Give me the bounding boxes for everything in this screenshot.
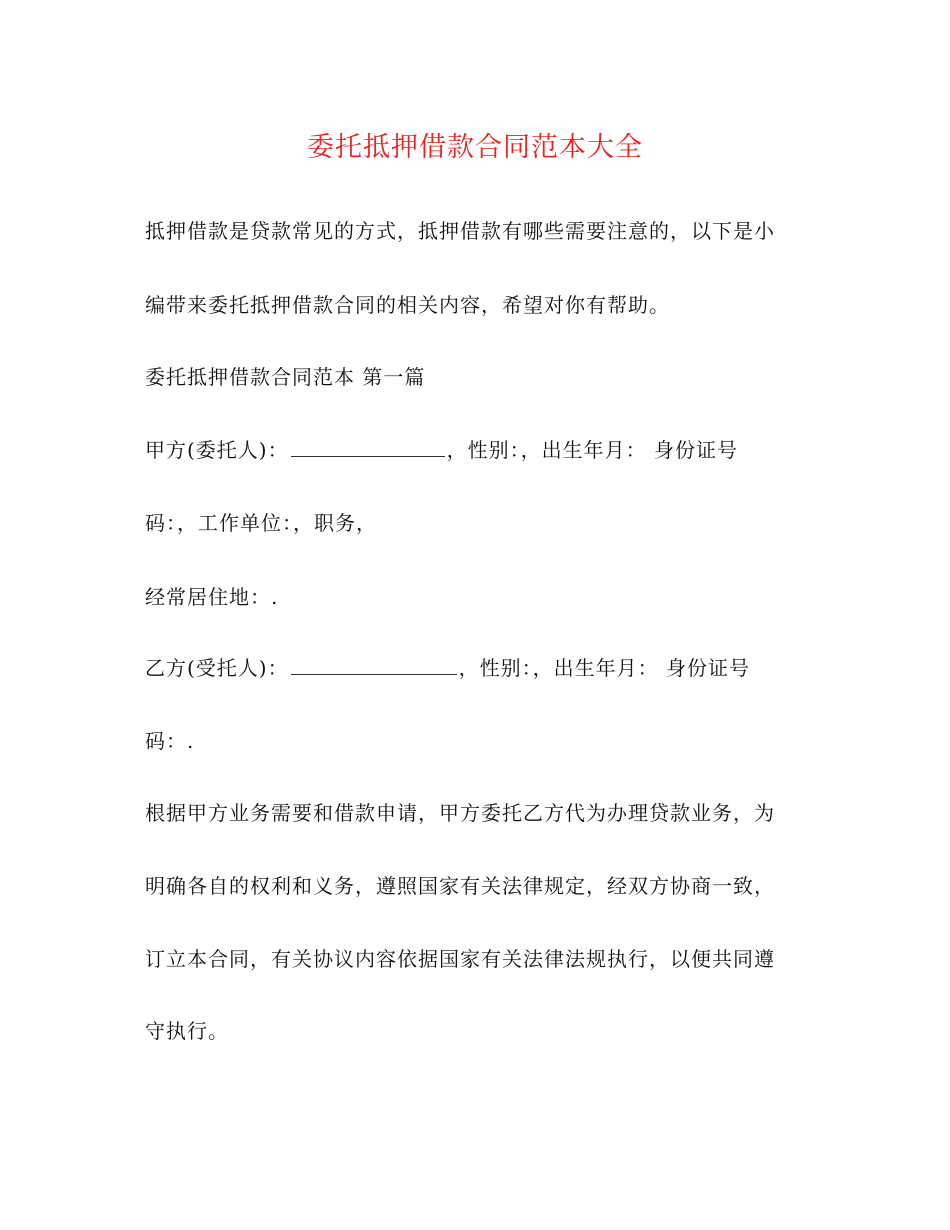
paragraph-line: 经常居住地：. bbox=[145, 585, 279, 609]
party-a-line bbox=[145, 435, 738, 465]
party-b-details: ，性别：，出生年月： 身份证号 bbox=[458, 656, 750, 680]
party-b-label: 乙方(受托人)： bbox=[145, 656, 289, 680]
paragraph-line: 码：. bbox=[145, 729, 195, 753]
paragraph-line: 抵押借款是贷款常见的方式，抵押借款有哪些需要注意的，以下是小 bbox=[145, 219, 775, 243]
party-a-label: 甲方(委托人)： bbox=[145, 438, 289, 462]
paragraph-line: 码：，工作单位：，职务， bbox=[145, 511, 377, 535]
party-a-details: ，性别：，出生年月： 身份证号 bbox=[446, 438, 738, 462]
paragraph-line: 编带来委托抵押借款合同的相关内容，希望对你有帮助。 bbox=[145, 293, 670, 317]
paragraph-line: 守执行。 bbox=[145, 1019, 229, 1043]
paragraph-line: 根据甲方业务需要和借款申请，甲方委托乙方代为办理贷款业务，为 bbox=[145, 801, 775, 825]
party-b-line bbox=[145, 653, 750, 683]
document-title: 委托抵押借款合同范本大全 bbox=[307, 132, 643, 163]
party-a-name-blank bbox=[291, 436, 445, 457]
paragraph-line: 订立本合同，有关协议内容依据国家有关法律法规执行，以便共同遵 bbox=[145, 947, 775, 971]
section-heading: 委托抵押借款合同范本 第一篇 bbox=[145, 365, 426, 389]
paragraph-line: 明确各自的权利和义务，遵照国家有关法律规定，经双方协商一致， bbox=[145, 874, 775, 898]
party-b-name-blank bbox=[291, 654, 457, 675]
